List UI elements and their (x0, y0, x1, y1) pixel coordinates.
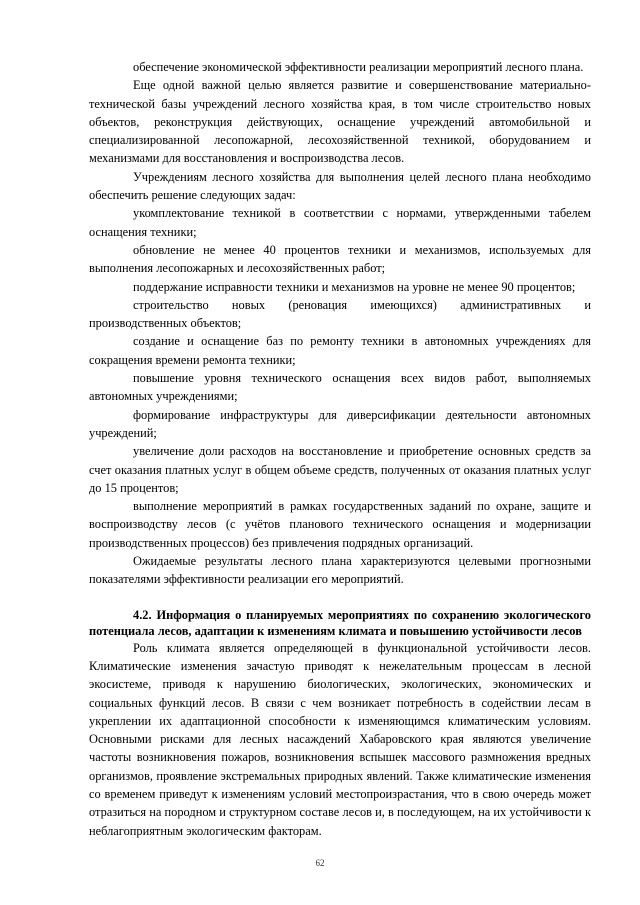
paragraph: Ожидаемые результаты лесного плана характеризуются целевыми прогнозными показателями эффективности реализации его мероприятий. (89, 554, 591, 587)
page-number: 62 (315, 858, 325, 868)
paragraph: Еще одной важной целью является развитие и совершенствование материально-технической базы учреждений лесного хозяйства края, в том числе строительство новых объектов, реконструкция действующих, оснащение учреждений автомобильной и специализированной лесопожарной, лесохозяйственной техникой, оборудованием и механизмами для восстановления и воспроизводства лесов. (89, 78, 591, 166)
list-item: формирование инфраструктуры для диверсификации деятельности автономных учреждений; (89, 407, 591, 440)
section-heading: 4.2. Информация о планируемых мероприятиях по сохранению экологического потенциала лесов, адаптации к изменениям климата и повышению устойчивости лесов (89, 607, 591, 638)
paragraph: обеспечение экономической эффективности реализации мероприятий лесного плана. (133, 60, 584, 74)
section-4-2 (89, 607, 591, 840)
list-item: выполнение мероприятий в рамках государственных заданий по охране, защите и воспроизводству лесов (с учётов планового технического оснащения и модернизации производственных процессов) без привлечения подрядных организаций. (89, 499, 591, 550)
list-item: строительство новых (реновация имеющихся) административных и производственных объектов; (89, 297, 591, 331)
list-item: обновление не менее 40 процентов техники и механизмов, используемых для выполнения лесопожарных и лесохозяйственных работ; (89, 242, 591, 276)
paragraph: Роль климата является определяющей в функциональной устойчивости лесов. Климатические изменения зачастую приводят к нежелательным процессам в лесной экосистеме, приводя к нарушению биологических, экологических, экономических и социальных функций лесов. В связи с чем возникает потребность в содействии лесам в укреплении их адаптационной способности к изменяющимся климатическим условиям. Основными рисками для лесных насаждений Хабаровского края являются увеличение частоты возникновения пожаров, возникновения вспышек массового размножения вредных организмов, проявление экстремальных природных явлений. Также климатические изменения со временем приведут к изменениям условий местопроизрастания, что в свою очередь может отразиться на породном и структурном составе лесов и, в последующем, на их устойчивости к неблагоприятным экологическим факторам. (89, 640, 591, 838)
document-body (89, 58, 591, 589)
list-item: повышение уровня технического оснащения всех видов работ, выполняемых автономных учреждениями; (89, 371, 591, 404)
list-item: создание и оснащение баз по ремонту техники в автономных учреждениях для сокращения времени ремонта техники; (89, 334, 591, 367)
list-item: укомплектование техникой в соответствии с нормами, утвержденными табелем оснащения техники; (89, 206, 591, 239)
list-item: увеличение доли расходов на восстановление и приобретение основных средств за счет оказания платных услуг в общем объеме средств, полученных от оказания платных услуг до 15 процентов; (89, 444, 591, 495)
list-item: поддержание исправности техники и механизмов на уровне не менее 90 процентов; (133, 279, 576, 294)
paragraph: Учреждениям лесного хозяйства для выполнения целей лесного плана необходимо обеспечить решение следующих задач: (89, 169, 591, 203)
